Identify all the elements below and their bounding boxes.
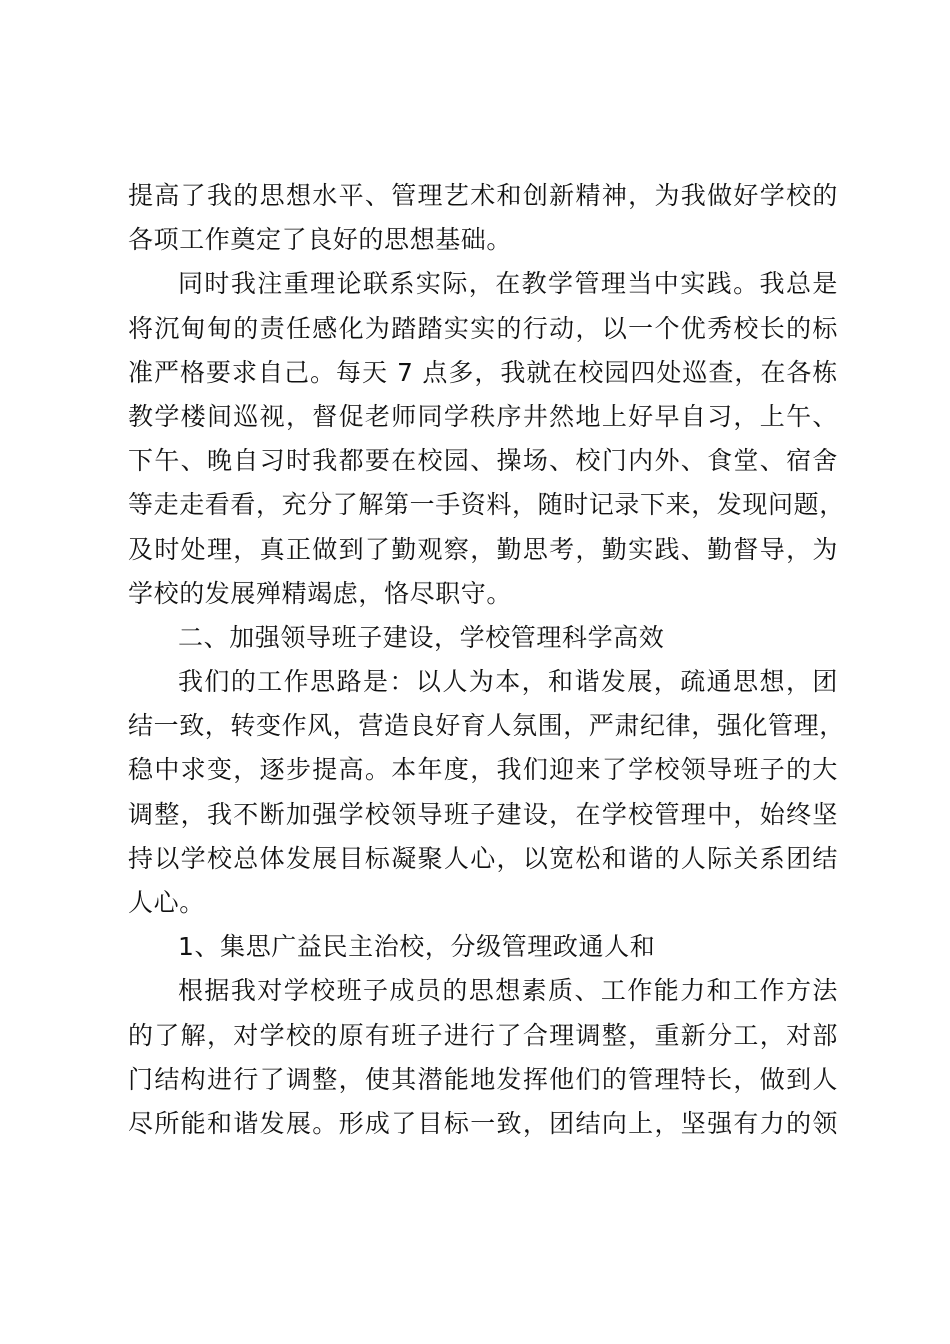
text-line: 持以学校总体发展目标凝聚人心，以宽松和谐的人际关系团结 [128,843,838,873]
text-line: 提高了我的思想水平、管理艺术和创新精神，为我做好学校的 [128,181,838,210]
text-line: 教学楼间巡视，督促老师同学秩序井然地上好早自习，上午、 [128,401,838,431]
text-line: 的了解，对学校的原有班子进行了合理调整，重新分工，对部 [128,1020,838,1050]
text-line: 门结构进行了调整，使其潜能地发挥他们的管理特长，做到人 [128,1064,838,1094]
text-line: 尽所能和谐发展。形成了目标一致，团结向上，坚强有力的领 [128,1108,838,1138]
text-line: 及时处理，真正做到了勤观察，勤思考，勤实践、勤督导，为 [128,534,838,564]
paragraph-first-line: 同时我注重理论联系实际，在教学管理当中实践。我总是 [178,269,838,299]
paragraph-first-line: 我们的工作思路是：以人为本，和谐发展，疏通思想，团 [178,667,838,697]
text-line: 稳中求变，逐步提高。本年度，我们迎来了学校领导班子的大 [128,755,838,785]
section-heading: 二、加强领导班子建设，学校管理科学高效 [178,622,665,652]
text-line: 准严格要求自己。每天 7 点多，我就在校园四处巡查，在各栋 [128,357,838,387]
text-line: 人心。 [128,888,205,917]
text-line: 下午、晚自习时我都要在校园、操场、校门内外、食堂、宿舍 [128,446,838,476]
document-body [128,174,845,1146]
text-line: 将沉甸甸的责任感化为踏踏实实的行动，以一个优秀校长的标 [128,313,838,343]
subsection-heading: 1、集思广益民主治校，分级管理政通人和 [178,932,656,962]
text-line: 调整，我不断加强学校领导班子建设，在学校管理中，始终坚 [128,799,838,829]
paragraph-first-line: 根据我对学校班子成员的思想素质、工作能力和工作方法 [178,976,838,1006]
text-line: 学校的发展殚精竭虑，恪尽职守。 [128,578,513,608]
text-line: 等走走看看，充分了解第一手资料，随时记录下来，发现问题， [128,490,845,520]
text-line: 各项工作奠定了良好的思想基础。 [128,225,513,255]
text-line: 结一致，转变作风，营造良好育人氛围，严肃纪律，强化管理， [128,711,845,741]
